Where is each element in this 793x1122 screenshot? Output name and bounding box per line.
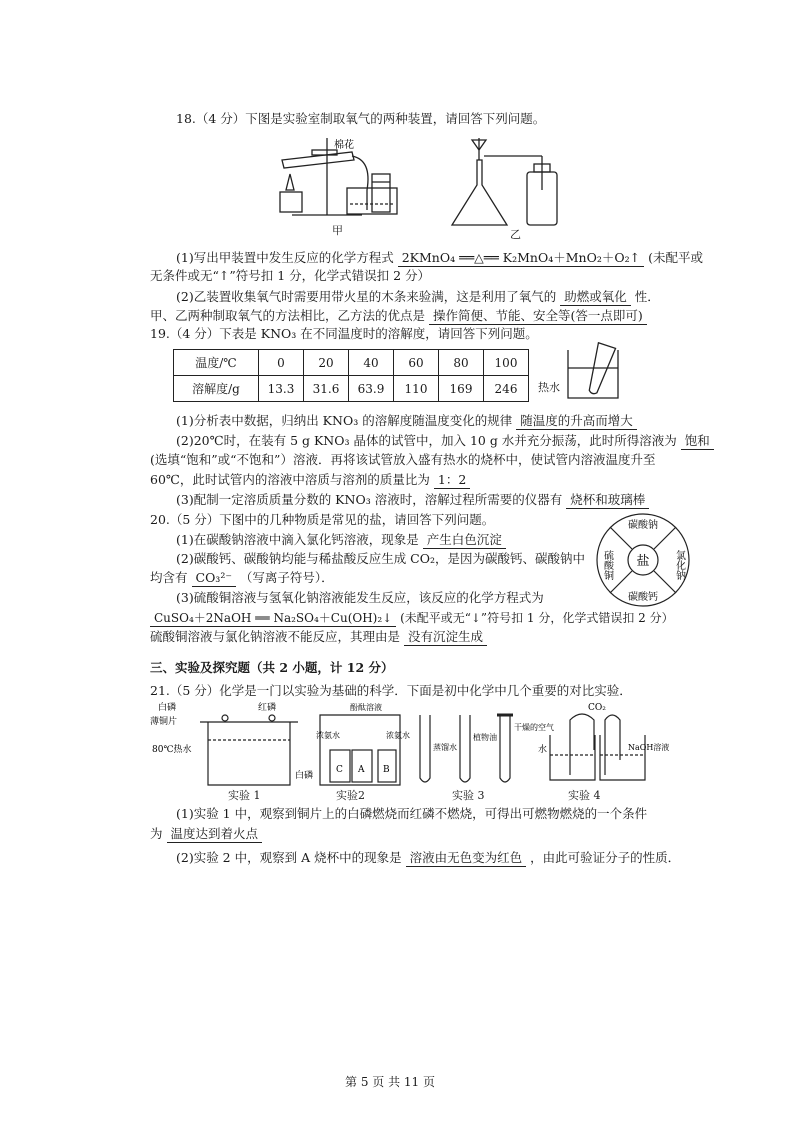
exp1-white-p2: 白磷 bbox=[295, 771, 314, 781]
q19-p2-text: (2)20℃时，在装有 5 g KNO₃ 晶体的试管中，加入 10 g 水并充分振荡，此时所得溶液为 bbox=[176, 433, 677, 448]
q20-stem: 20.（5 分）下图中的几种物质是常见的盐，请回答下列问题。 bbox=[150, 512, 495, 527]
q20-p3-line2 bbox=[150, 610, 674, 627]
q20-p2: (2)碳酸钙、碳酸钠均能与稀盐酸反应生成 CO₂，是因为碳酸钙、碳酸钠中 bbox=[176, 551, 586, 566]
exp2-ammonia2: 浓氨水 bbox=[386, 731, 410, 740]
q19-p1 bbox=[176, 413, 637, 430]
table-cell: 80 bbox=[439, 350, 484, 376]
table-row bbox=[174, 350, 529, 376]
q20-p1-answer: 产生白色沉淀 bbox=[423, 532, 506, 549]
q21-p2 bbox=[176, 850, 680, 867]
q21-p1-line2-text: 为 bbox=[150, 826, 163, 841]
q18-p2 bbox=[176, 289, 660, 306]
q19-stem: 19.（4 分）下表是 KNO₃ 在不同温度时的溶解度，请回答下列问题。 bbox=[150, 326, 538, 341]
caption-yi: 乙 bbox=[510, 228, 521, 241]
q18-p2-answer: 助燃或氧化 bbox=[560, 289, 631, 306]
caption-jia: 甲 bbox=[332, 224, 343, 237]
q20-p3-line3-answer: 没有沉淀生成 bbox=[404, 629, 487, 646]
table-cell: 13.3 bbox=[259, 376, 304, 402]
table-cell: 40 bbox=[349, 350, 394, 376]
solubility-table bbox=[173, 349, 529, 402]
q20-salt-diagram bbox=[593, 510, 693, 610]
table-cell: 110 bbox=[394, 376, 439, 402]
q19-p2-line3 bbox=[150, 472, 470, 489]
q21-p1-answer: 温度达到着火点 bbox=[167, 826, 263, 843]
section3-title: 三、实验及探究题（共 2 小题，计 12 分） bbox=[150, 660, 394, 675]
q21-experiments-figure bbox=[150, 700, 670, 800]
table-header-temp: 温度/℃ bbox=[174, 350, 259, 376]
q20-p3-equation: CuSO₄＋2NaOH ══ Na₂SO₄＋Cu(OH)₂↓ bbox=[150, 610, 396, 627]
caption-exp1: 实验 1 bbox=[228, 789, 261, 802]
exp1-copper: 薄铜片 bbox=[150, 717, 178, 727]
q18-stem: 18.（4 分）下图是实验室制取氧气的两种装置，请回答下列问题。 bbox=[176, 111, 546, 126]
q19-p2-line2: (选填“饱和”或“不饱和”）溶液．再将该试管放入盛有热水的烧杯中，使试管内溶液温度升至 bbox=[150, 452, 656, 467]
q20-p3-note: (未配平或无“↓”符号扣 1 分，化学式错误扣 2 分） bbox=[400, 611, 674, 625]
exp2-c: C bbox=[336, 765, 343, 775]
table-cell: 100 bbox=[484, 350, 529, 376]
table-cell: 60 bbox=[394, 350, 439, 376]
q21-p2-text: (2)实验 2 中，观察到 A 烧杯中的现象是 bbox=[176, 850, 402, 865]
q19-p3 bbox=[176, 492, 649, 509]
q19-p3-text: (3)配制一定溶质质量分数的 KNO₃ 溶液时，溶解过程所需要的仪器有 bbox=[176, 492, 563, 507]
apparatus-yi bbox=[452, 138, 557, 225]
exp3-water: 蒸馏水 bbox=[433, 743, 457, 752]
q20-p2-line2-tail: （写离子符号）． bbox=[239, 570, 334, 585]
exp2-a: A bbox=[358, 765, 365, 775]
caption-exp4: 实验 4 bbox=[568, 789, 601, 802]
q20-p3: (3)硫酸铜溶液与氢氧化钠溶液能发生反应，该反应的化学方程式为 bbox=[176, 590, 544, 605]
q20-p2-line2 bbox=[150, 570, 334, 587]
exp2-b: B bbox=[383, 765, 390, 775]
page-number: 第 5 页 共 11 页 bbox=[345, 1075, 435, 1089]
q19-beaker-figure bbox=[560, 340, 630, 405]
q20-p3-line3-text: 硫酸铜溶液与氯化钠溶液不能反应，其理由是 bbox=[150, 629, 401, 644]
table-cell: 63.9 bbox=[349, 376, 394, 402]
table-cell: 246 bbox=[484, 376, 529, 402]
exp2-phenol: 酚酞溶液 bbox=[350, 703, 382, 712]
q20-p1 bbox=[176, 532, 506, 549]
q19-p2 bbox=[176, 433, 714, 450]
q19-p3-answer: 烧杯和玻璃棒 bbox=[566, 492, 649, 509]
caption-exp3: 实验 3 bbox=[452, 789, 485, 802]
exp4-naoh: NaOH溶液 bbox=[628, 743, 670, 752]
table-cell: 20 bbox=[304, 350, 349, 376]
table-cell: 169 bbox=[439, 376, 484, 402]
q18-p2-tail: 性． bbox=[634, 289, 660, 304]
diagram-right: 氯化钠 bbox=[673, 550, 685, 580]
q21-p2-answer: 溶液由无色变为红色 bbox=[406, 850, 527, 867]
exp4-co2: CO₂ bbox=[588, 703, 606, 713]
diagram-left: 硫酸铜 bbox=[601, 550, 613, 580]
q19-p1-text: (1)分析表中数据，归纳出 KNO₃ 的溶解度随温度变化的规律 bbox=[176, 413, 513, 428]
q19-fig-label: 热水 bbox=[538, 381, 560, 394]
exp2-ammonia: 浓氨水 bbox=[316, 731, 340, 740]
q20-p3-line3 bbox=[150, 629, 487, 646]
q18-p1-text: (1)写出甲装置中发生反应的化学方程式 bbox=[176, 250, 394, 265]
q18-apparatus-figure bbox=[272, 130, 572, 238]
q21-stem: 21.（5 分）化学是一门以实验为基础的科学．下面是初中化学中几个重要的对比实验． bbox=[150, 683, 632, 698]
label-mianhua: 棉花 bbox=[334, 140, 354, 151]
exp1-red-p: 红磷 bbox=[258, 703, 277, 713]
exp1-white-p: 白磷 bbox=[158, 703, 177, 713]
q20-p1-text: (1)在碳酸钠溶液中滴入氯化钙溶液，现象是 bbox=[176, 532, 419, 547]
q18-p2-line2-text: 甲、乙两种制取氧气的方法相比，乙方法的优点是 bbox=[150, 308, 426, 323]
table-cell: 31.6 bbox=[304, 376, 349, 402]
q20-p2-line2-answer: CO₃²⁻ bbox=[192, 570, 236, 587]
exp3-dry-air: 干燥的空气 bbox=[514, 723, 554, 732]
table-row bbox=[174, 376, 529, 402]
q18-p1-equation: 2KMnO₄ ══△══ K₂MnO₄＋MnO₂＋O₂↑ bbox=[398, 250, 644, 267]
diagram-top: 碳酸钠 bbox=[628, 520, 658, 531]
q19-p2-line3-text: 60℃，此时试管内的溶液中溶质与溶剂的质量比为 bbox=[150, 472, 430, 487]
exp4-water: 水 bbox=[538, 745, 548, 755]
q18-p1 bbox=[176, 250, 703, 267]
caption-exp2: 实验2 bbox=[336, 789, 365, 802]
q19-p2-answer: 饱和 bbox=[681, 433, 714, 450]
q18-p2-text: (2)乙装置收集氧气时需要用带火星的木条来验满，这是利用了氧气的 bbox=[176, 289, 557, 304]
exp1-hot-water: 80℃热水 bbox=[152, 745, 192, 755]
table-cell: 0 bbox=[259, 350, 304, 376]
diagram-center: 盐 bbox=[636, 554, 650, 569]
q18-p2-line2-answer: 操作简便、节能、安全等(答一点即可) bbox=[429, 308, 647, 325]
table-header-solubility: 溶解度/g bbox=[174, 376, 259, 402]
q19-p1-answer: 随温度的升高而增大 bbox=[516, 413, 637, 430]
q19-p2-line3-answer: 1：2 bbox=[434, 472, 470, 489]
q18-p2-line2 bbox=[150, 308, 647, 325]
exp3-oil: 植物油 bbox=[473, 733, 497, 742]
q20-p2-line2-text: 均含有 bbox=[150, 570, 188, 585]
q21-p2-tail: ，由此可验证分子的性质． bbox=[530, 850, 681, 865]
diagram-bottom: 碳酸钙 bbox=[628, 592, 658, 603]
q18-p1-line2: 无条件或无“↑”符号扣 1 分，化学式错误扣 2 分） bbox=[150, 268, 431, 283]
q18-p1-note: (未配平或 bbox=[648, 250, 703, 265]
q21-p1: (1)实验 1 中，观察到铜片上的白磷燃烧而红磷不燃烧，可得出可燃物燃烧的一个条件 bbox=[176, 806, 648, 821]
q21-p1-line2 bbox=[150, 826, 262, 843]
